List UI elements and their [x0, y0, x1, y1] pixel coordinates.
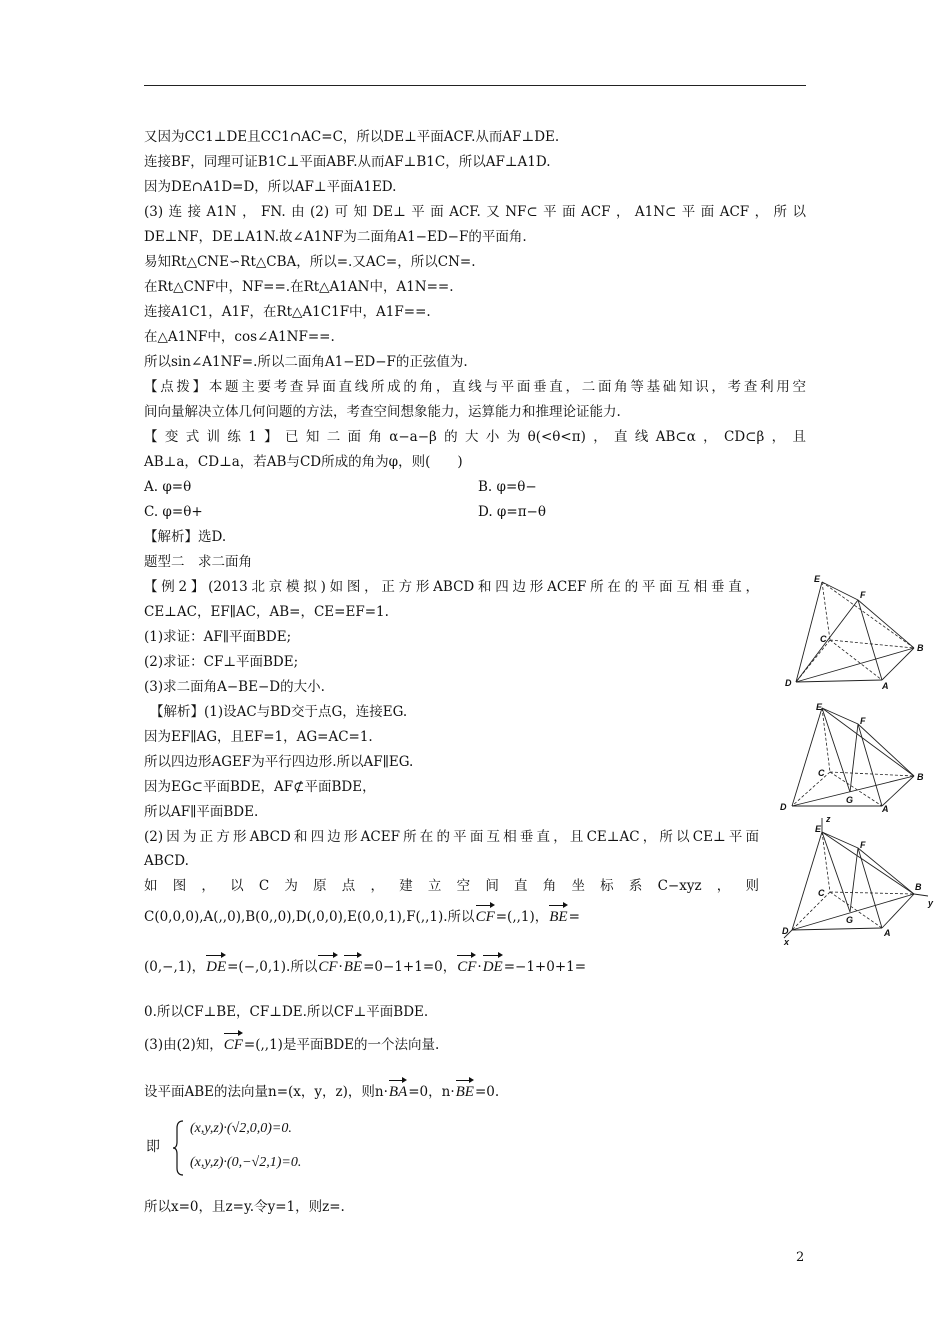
vector-cf: CF: [318, 952, 337, 976]
svg-text:A: A: [884, 928, 891, 938]
solution-line: ABCD.: [144, 853, 189, 869]
normal-vector-line: (3)由(2)知，CF=(,,1)是平面BDE的一个法向量.: [144, 1030, 439, 1054]
svg-text:G: G: [846, 915, 854, 925]
svg-text:x: x: [784, 937, 790, 946]
figure-solid-1: [778, 572, 930, 690]
svg-text:A: A: [882, 681, 889, 690]
svg-text:E: E: [814, 574, 821, 584]
svg-text:C: C: [818, 888, 825, 898]
svg-text:F: F: [860, 590, 866, 600]
equation-brace: [172, 1120, 184, 1176]
page-number: 2: [796, 1250, 805, 1265]
svg-text:G: G: [846, 795, 854, 805]
vector-cf: CF: [457, 952, 476, 976]
remark-line: 【点拨】本题主要考查异面直线所成的角，直线与平面垂直，二面角等基础知识，考查利用空: [144, 379, 806, 395]
text-line: 连接BF，同理可证B1C⊥平面ABF.从而AF⊥B1C，所以AF⊥A1D.: [144, 154, 551, 170]
text-line: 因为DE∩A1D=D，所以AF⊥平面A1ED.: [144, 179, 397, 195]
exercise-stem: AB⊥a，CD⊥a，若AB与CD所成的角为φ，则( ): [144, 454, 463, 470]
remark-line: 间向量解决立体几何问题的方法，考查空间想象能力，运算能力和推理论证能力.: [144, 404, 621, 420]
solution-line: 因为EF∥AG，且EF=1，AG=AC=1.: [144, 729, 373, 745]
figure-solid-2: [778, 700, 930, 812]
text-line: DE⊥NF，DE⊥A1N.故∠A1NF为二面角A1−ED−F的平面角.: [144, 229, 527, 245]
example-stem: CE⊥AC，EF∥AC，AB=，CE=EF=1.: [144, 604, 389, 620]
solution-line: 所以x=0，且z=y.令y=1，则z=.: [144, 1199, 345, 1215]
text-line: 在△A1NF中，cos∠A1NF==.: [144, 329, 335, 345]
svg-text:B: B: [915, 882, 922, 892]
vector-de: DE: [206, 952, 226, 976]
answer-line: 【解析】选D.: [144, 529, 227, 545]
solution-line: 因为EG⊂平面BDE，AF⊄平面BDE，: [144, 779, 376, 795]
svg-text:F: F: [860, 840, 866, 850]
option-d: D. φ=π−θ: [478, 504, 547, 520]
solution-line: (2)因为正方形ABCD和四边形ACEF所在的平面互相垂直，且CE⊥AC，所以CE⊥平面: [144, 829, 759, 845]
option-b: B. φ=θ−: [478, 479, 537, 495]
equation-1: (x,y,z)·(√2,0,0)=0.: [190, 1121, 292, 1136]
solution-line: 如图，以C为原点，建立空间直角坐标系C−xyz，则: [144, 878, 759, 894]
svg-text:D: D: [780, 802, 787, 812]
vector-cf: CF: [224, 1030, 243, 1054]
svg-text:B: B: [917, 643, 924, 653]
svg-text:C: C: [820, 634, 827, 644]
question-3: (3)求二面角A−BE−D的大小.: [144, 679, 325, 695]
equation-system-label: 即: [146, 1139, 160, 1155]
svg-text:D: D: [782, 926, 789, 936]
option-c: C. φ=θ+: [144, 504, 203, 520]
svg-text:E: E: [815, 824, 822, 834]
svg-text:F: F: [860, 716, 866, 726]
svg-text:C: C: [818, 768, 825, 778]
text-line: 易知Rt△CNE∽Rt△CBA，所以=.又AC=，所以CN=.: [144, 254, 476, 270]
svg-text:E: E: [816, 702, 823, 712]
svg-text:A: A: [882, 804, 889, 812]
svg-text:z: z: [826, 814, 831, 824]
vector-be: BE: [549, 902, 567, 926]
dot-product-line: (0,−,1)，DE=(−,0,1).所以CF·BE=0−1+1=0，CF·DE=−1+0+1=: [144, 952, 586, 976]
solution-line: 0.所以CF⊥BE，CF⊥DE.所以CF⊥平面BDE.: [144, 1004, 429, 1020]
vector-cf: CF: [476, 902, 495, 926]
solution-line: 所以AF∥平面BDE.: [144, 804, 259, 820]
vector-ba: BA: [389, 1077, 407, 1101]
svg-text:D: D: [785, 678, 792, 688]
text-line: 在Rt△CNF中，NF==.在Rt△A1AN中，A1N==.: [144, 279, 454, 295]
text-line: 所以sin∠A1NF=.所以二面角A1−ED−F的正弦值为.: [144, 354, 468, 370]
example-stem: 【例2】(2013北京模拟)如图，正方形ABCD和四边形ACEF所在的平面互相垂直，: [144, 579, 759, 595]
vector-be: BE: [456, 1077, 474, 1101]
coordinates-line: C(0,0,0),A(,,0),B(0,,0),D(,0,0),E(0,0,1),F(,,1).所以CF=(,,1)，BE=: [144, 902, 580, 926]
text-line: (3)连接A1N，FN.由(2)可知DE⊥平面ACF.又NF⊂平面ACF，A1N⊂平面ACF，所以: [144, 204, 806, 220]
option-a: A. φ=θ: [144, 479, 192, 495]
equation-2: (x,y,z)·(0,−√2,1)=0.: [190, 1155, 302, 1170]
text-line: 连接A1C1，A1F，在Rt△A1C1F中，A1F==.: [144, 304, 431, 320]
svg-text:y: y: [928, 898, 934, 908]
svg-text:B: B: [917, 772, 924, 782]
solution-line: 所以四边形AGEF为平行四边形.所以AF∥EG.: [144, 754, 414, 770]
figure-solid-3: [778, 814, 938, 946]
solution-line: 【解析】(1)设AC与BD交于点G，连接EG.: [150, 704, 408, 720]
vector-be: BE: [344, 952, 362, 976]
section-heading: 题型二 求二面角: [144, 554, 252, 570]
normal-vector-line: 设平面ABE的法向量n=(x，y，z)，则n·BA=0，n·BE=0.: [144, 1077, 499, 1101]
question-2: (2)求证：CF⊥平面BDE;: [144, 654, 299, 670]
question-1: (1)求证：AF∥平面BDE;: [144, 629, 292, 645]
header-rule: [144, 85, 806, 86]
vector-de: DE: [483, 952, 503, 976]
text-line: 又因为CC1⊥DE且CC1∩AC=C，所以DE⊥平面ACF.从而AF⊥DE.: [144, 129, 560, 145]
exercise-stem: 【变式训练1】已知二面角α−a−β的大小为θ(<θ<π)，直线AB⊂α，CD⊂β，且: [144, 429, 806, 445]
